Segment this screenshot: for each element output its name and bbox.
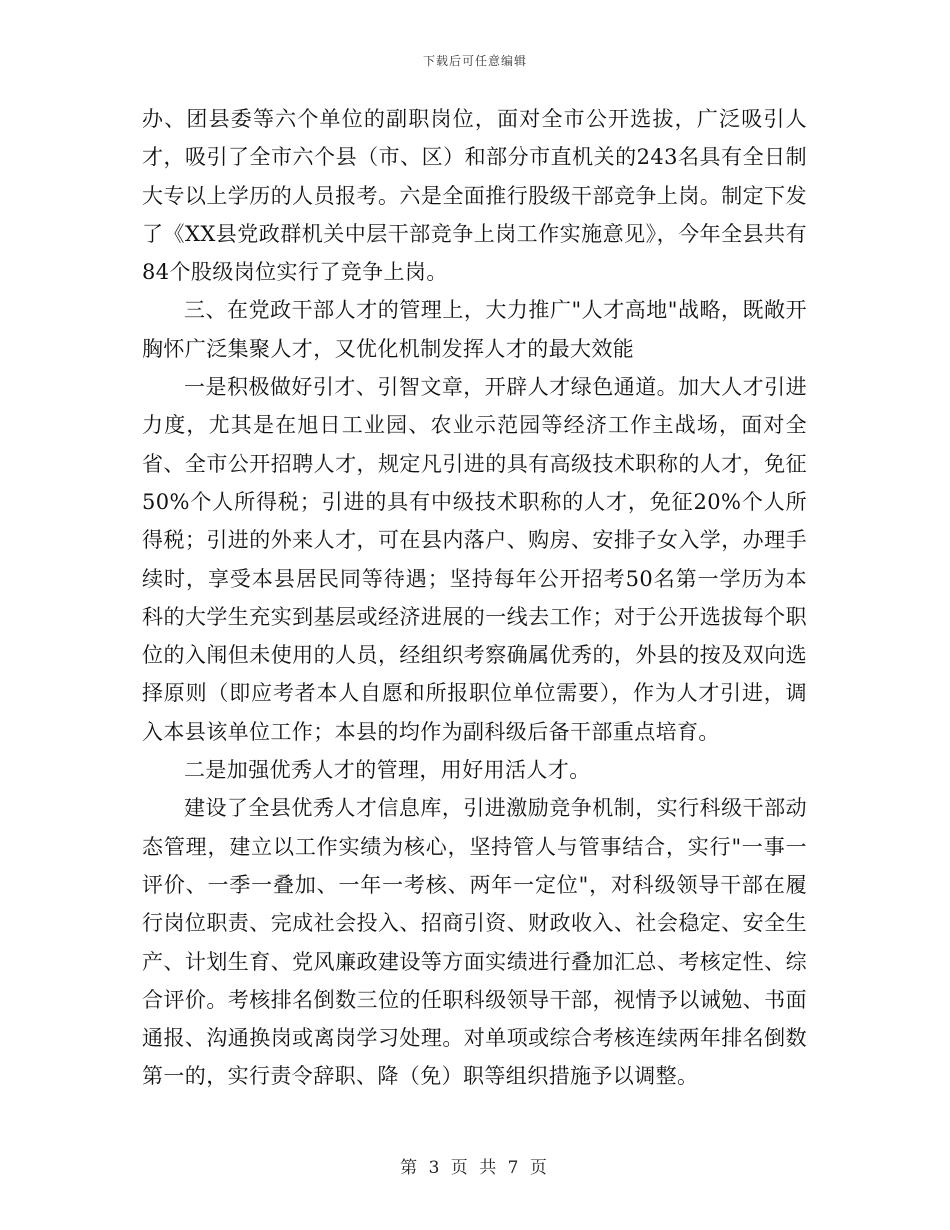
paragraph-2-section-heading: 三、在党政干部人才的管理上，大力推广"人才高地"战略，既敞开胸怀广泛集聚人才，又优化机制发挥人才的最大效能 <box>142 298 807 361</box>
page-header: 下载后可任意编辑 <box>422 54 527 68</box>
document-body <box>142 100 807 1096</box>
paragraph-5: 建设了全县优秀人才信息库，引进激励竞争机制，实行科级干部动态管理，建立以工作实绩为核心，坚持管人与管事结合，实行"一事一评价、一季一叠加、一年一考核、两年一定位"，对科级领导干部在履行岗位职责、完成社会投入、招商引资、财政收入、社会稳定、安全生产、计划生育、党风廉政建设等方面实绩进行叠加汇总、考核定性、综合评价。考核排名倒数三位的任职科级领导干部，视情予以诫勉、书面通报、沟通换岗或离岗学习处理。对单项或综合考核连续两年排名倒数第一的，实行责令辞职、降（免）职等组织措施予以调整。 <box>142 796 807 1089</box>
paragraph-3: 一是积极做好引才、引智文章，开辟人才绿色通道。加大人才引进力度，尤其是在旭日工业园、农业示范园等经济工作主战场，面对全省、全市公开招聘人才，规定凡引进的具有高级技术职称的人才，免征50%个人所得税；引进的具有中级技术职称的人才，免征20%个人所得税；引进的外来人才，可在县内落户、购房、安排子女入学，办理手续时，享受本县居民同等待遇；坚持每年公开招考50名第一学历为本科的大学生充实到基层或经济进展的一线去工作；对于公开选拔每个职位的入闱但未使用的人员，经组织考察确属优秀的，外县的按及双向选择原则（即应考者本人自愿和所报职位单位需要），作为人才引进，调入本县该单位工作；本县的均作为副科级后备干部重点培育。 <box>142 375 807 744</box>
page-number-footer: 第 3 页 共 7 页 <box>400 1158 550 1178</box>
paragraph-4: 二是加强优秀人才的管理，用好用活人才。 <box>184 758 591 783</box>
paragraph-1: 办、团县委等六个单位的副职岗位，面对全市公开选拔，广泛吸引人才，吸引了全市六个县（市、区）和部分市直机关的243名具有全日制大专以上学历的人员报考。六是全面推行股级干部竞争上岗。制定下发了《XX县党政群机关中层干部竞争上岗工作实施意见》，今年全县共有84个股级岗位实行了竞争上岗。 <box>142 107 807 285</box>
